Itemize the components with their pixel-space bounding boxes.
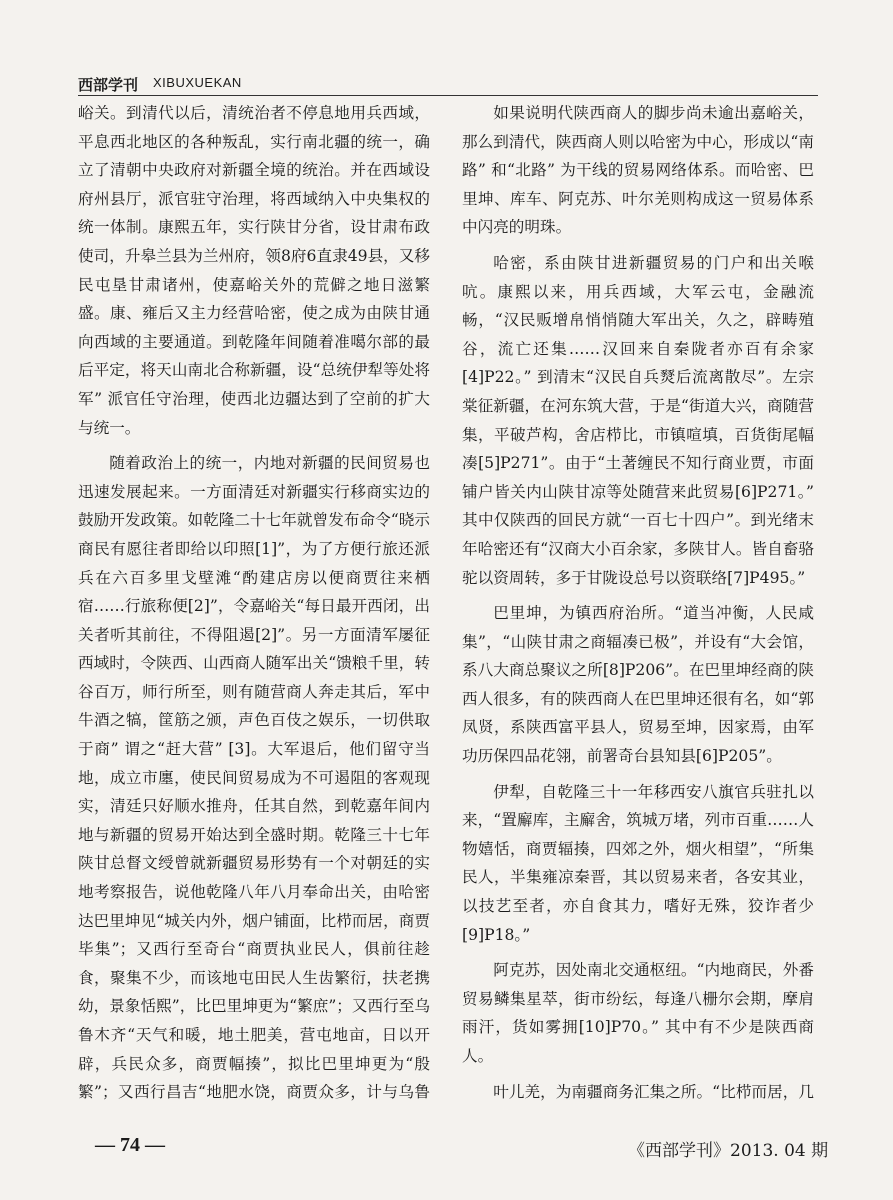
paragraph: 叶儿羌，为南疆商务汇集之所。“比栉而居，几	[493, 1082, 814, 1101]
right-column	[462, 99, 814, 1109]
page-number: — 74 —	[95, 1134, 165, 1156]
paragraph: 阿克苏，因处南北交通枢纽。“内地商民，外番贸易鳞集星萃，街市纷纭，每逢八栅尔会期，摩肩雨汗，货如雾拥[10]P70。” 其中有不少是陕西商人。	[462, 961, 814, 1065]
journal-name-en: XIBUXUEKAN	[153, 75, 242, 90]
paragraph: 哈密，系由陕甘进新疆贸易的门户和出关喉吭。康熙以来，用兵西域，大军云屯，金融流畅，“汉民贩增帛悄悄随大军出关，久之，辟畴殖谷，流亡还集……汉回来自秦陇者亦百有余家[4]P22。” 到清末“汉民自兵燹后流离散尽”。左宗棠征新疆，在河东筑大营，于是“街道大兴，商随营集，平破芦构，舍店栉比，市镇喧填，百货街尾幅凑[5]P271”。由于“土著缠民不知行商业贾，市面铺户皆关内山陕甘凉等处随营来此贸易[6]P271。” 其中仅陕西的回民方就“一百七十四户”。到光绪末年哈密还有“汉商大小百余家，多陕甘人。皆自畜骆驼以资周转，多于甘陇设总号以资联络[7]P495。”	[462, 253, 814, 587]
header-rule	[78, 95, 818, 96]
paragraph: 峪关。到清代以后，清统治者不停息地用兵西域，平息西北地区的各种叛乱，实行南北疆的统一，确立了清朝中央政府对新疆全境的统治。并在西域设府州县厅，派官驻守治理，将西域纳入中央集权的统一体制。康熙五年，实行陕甘分省，设甘肃布政使司，升皋兰县为兰州府，领8府6直隶49县，又移民屯垦甘肃诸州，使嘉峪关外的荒僻之地日滋繁盛。康、雍后又主力经营哈密，使之成为由陕甘通向西域的主要通道。到乾隆年间随着准噶尔部的最后平定，将天山南北合称新疆，设“总统伊犁等处将军” 派官任守治理，使西北边疆达到了空前的扩大与统一。	[78, 104, 430, 437]
journal-name-cn: 西部学刊	[78, 76, 139, 94]
issue-label: 《西部学刊》2013. 04 期	[628, 1141, 829, 1161]
paragraph: 伊犁，自乾隆三十一年移西安八旗官兵驻扎以来，“置廨库，主廨舍，筑城万堵，列市百重……人物嬉恬，商贾辐揍，四郊之外，烟火相望”，“所集民人，半集雍凉秦晋，其以贸易来者，各安其业，以技艺至者，亦自食其力，嗜好无殊，狡诈者少[9]P18。”	[462, 782, 814, 944]
left-column	[78, 99, 430, 1109]
paragraph: 巴里坤，为镇西府治所。“道当冲衡，人民咸集”，“山陕甘肃之商辐凑已极”，并设有“大会馆，系八大商总聚议之所[8]P206”。在巴里坤经商的陕西人很多，有的陕西商人在巴里坤还很有名，如“郭凤贤，系陕西富平县人，贸易至坤，因家焉，由军功历保四品花翎，前署奇台县知县[6]P205”。	[462, 604, 814, 766]
running-header	[78, 72, 818, 96]
paragraph: 如果说明代陕西商人的脚步尚未逾出嘉峪关，那么到清代，陕西商人则以哈密为中心，形成以“南路” 和“北路” 为干线的贸易网络体系。而哈密、巴里坤、库车、阿克苏、叶尔羌则构成这一贸易体系中闪亮的明珠。	[462, 104, 814, 237]
paragraph: 随着政治上的统一，内地对新疆的民间贸易也迅速发展起来。一方面清廷对新疆实行移商实边的鼓励开发政策。如乾隆二十七年就曾发布命令“晓示商民有愿往者即给以印照[1]”，为了方便行旅还派兵在六百多里戈壁滩“酌建店房以便商贾往来栖宿……行旅称便[2]”，令嘉峪关“每日最开西闭，出关者听其前往，不得阻遏[2]”。另一方面清军屡征西域时，令陕西、山西商人随军出关“馈粮千里，转谷百万，师行所至，则有随营商人奔走其后，军中牛酒之犒，筐筋之颁，声色百伎之娱乐，一切供取于商” 谓之“赶大营” [3]。大军退后，他们留守当地，成立市廛，使民间贸易成为不可遏阻的客观现实，清廷只好顺水推舟，任其自然，到乾嘉年间内地与新疆的贸易开始达到全盛时期。乾隆三十七年陕甘总督文绶曾就新疆贸易形势有一个对朝廷的实地考察报告，说他乾隆八年八月奉命出关，由哈密达巴里坤见“城关内外，烟户铺面，比栉而居，商贾毕集”；又西行至奇台“商贾执业民人，俱前往趁食，聚集不少，而该地屯田民人生齿繁衍，扶老携幼，景象恬熙”，比巴里坤更为“繁庶”；又西行至乌鲁木齐“天气和暖，地土肥美，营屯地亩，日以开辟，兵民众多，商贾幅揍”，拟比巴里坤更为“殷繁”；又西行昌吉“地肥水饶，商贾众多，计与乌鲁	[78, 454, 430, 1102]
